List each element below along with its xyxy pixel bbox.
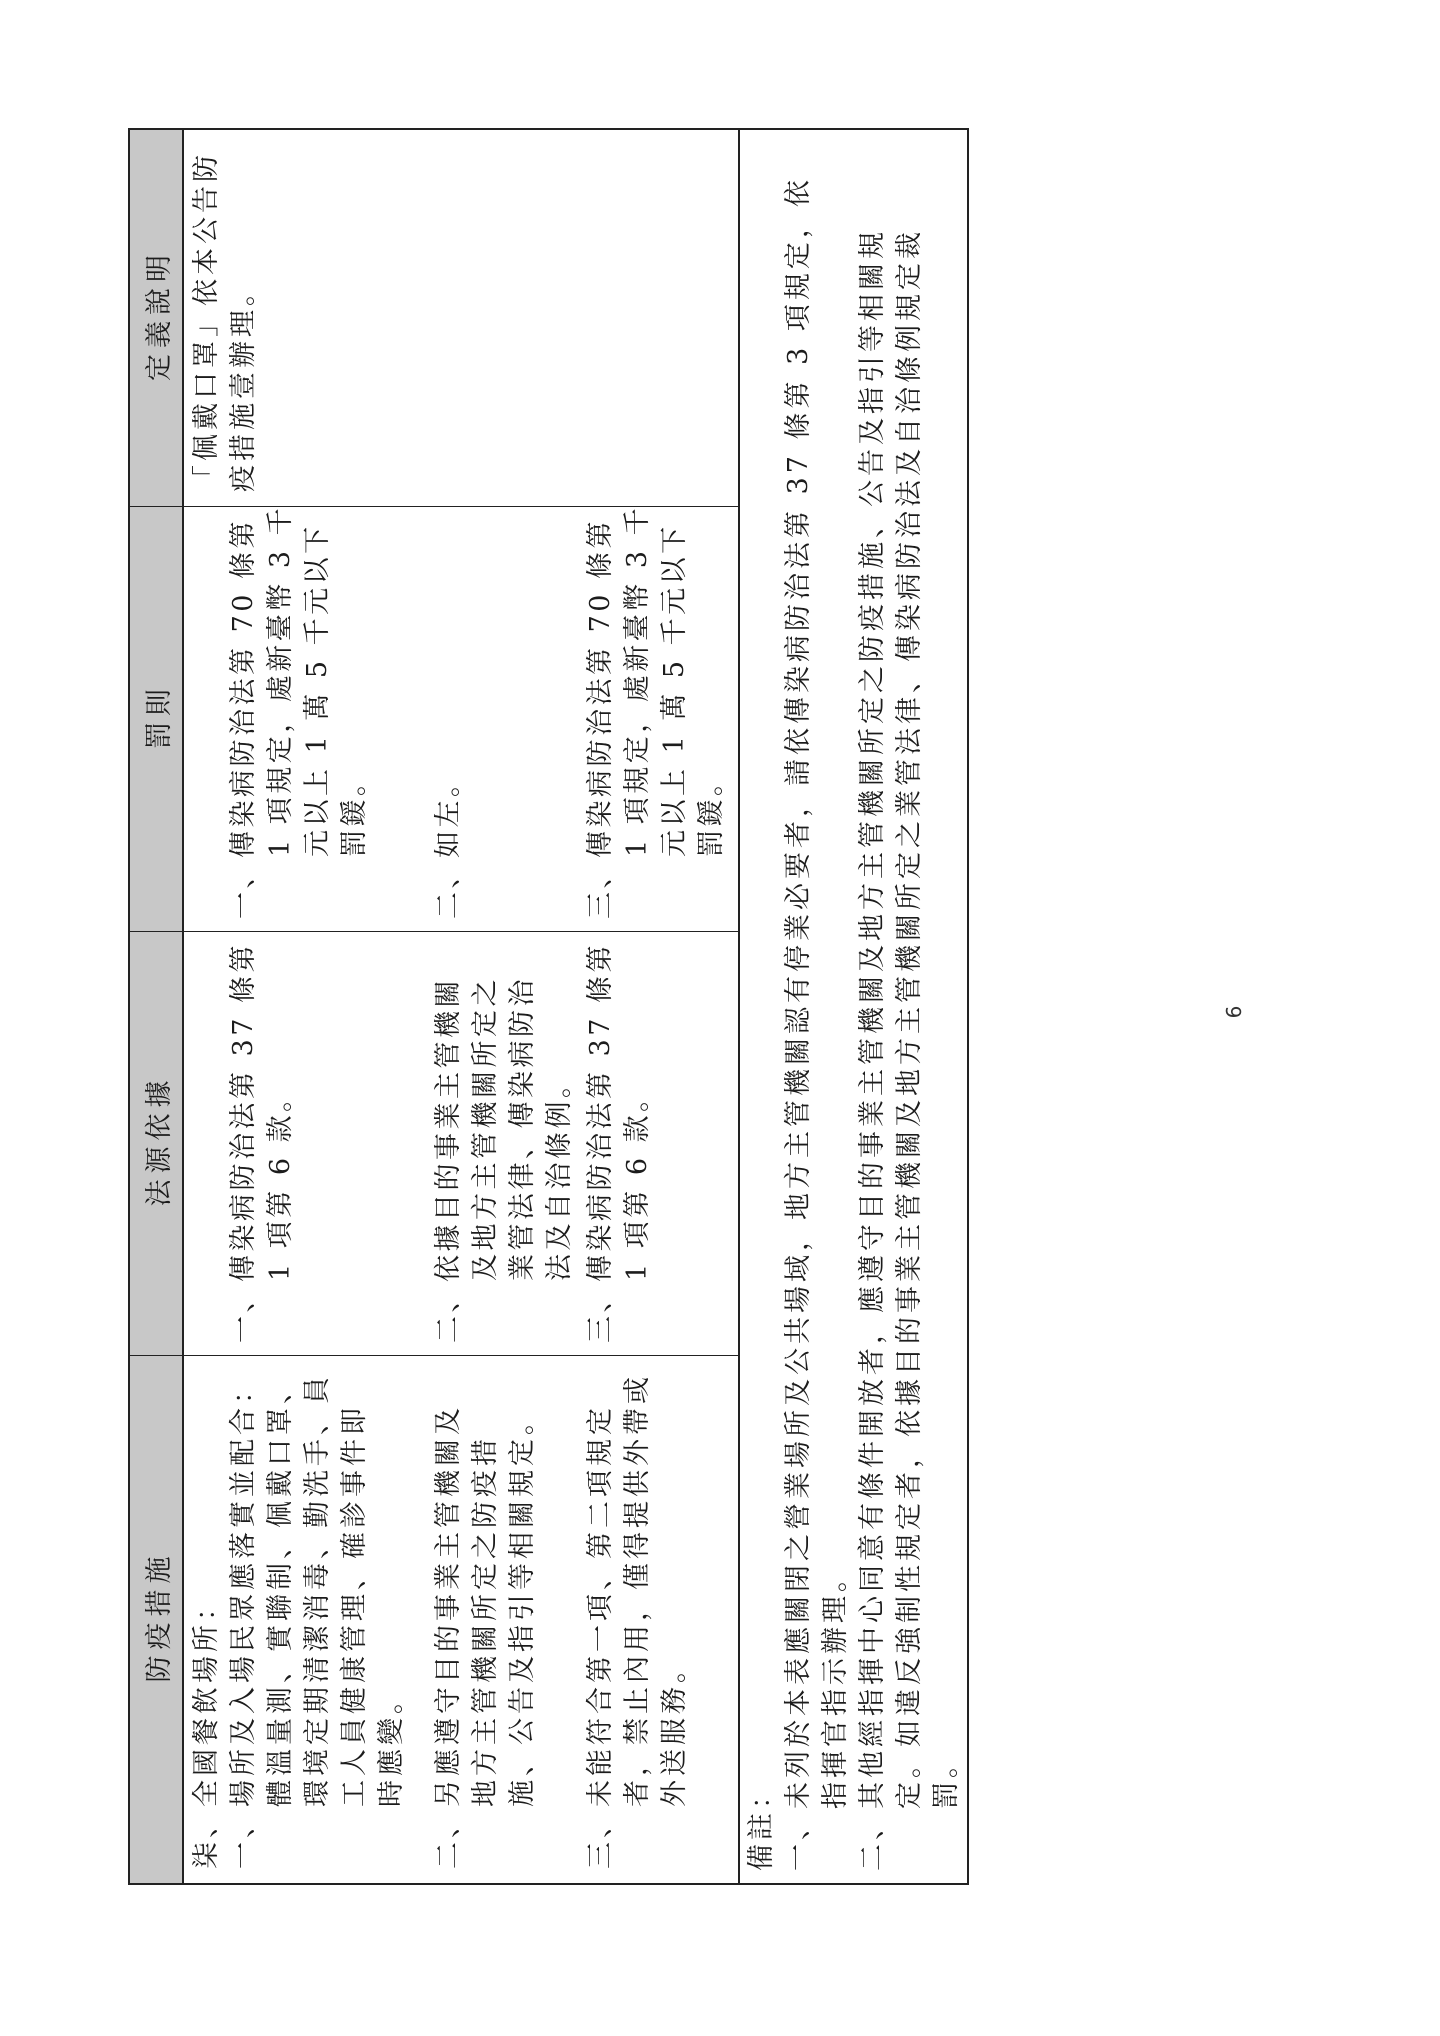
table-header-row [130, 130, 184, 1883]
text-line: 者，禁止內用，僅得提供外帶或 [622, 1373, 653, 1807]
note-line: 二、其他經指揮中心同意有條件開放者，應遵守目的事業主管機關及地方主管機關所定之防疫措施、公告及指引等相關規 [857, 228, 888, 1871]
notes-row [738, 130, 967, 1883]
note-line: 指揮官指示辦理。 [820, 1561, 851, 1809]
text-line: 1 項第 6 款。 [622, 1081, 653, 1281]
text-line: 罰鍰。 [696, 765, 727, 857]
measures-item-2 [410, 1355, 578, 1883]
text-line: 三、傳染病防治法第 70 條第 [585, 517, 616, 919]
text-line: 施、公告及指引等相關規定。 [507, 1404, 538, 1807]
measures-item-3 [578, 1355, 738, 1883]
text-line: 體溫量測、實聯制、佩戴口罩、 [265, 1373, 296, 1807]
definition-line: 「佩戴口罩」依本公告防 [191, 151, 222, 492]
legal-basis-item-2 [410, 931, 578, 1355]
definition-line: 疫措施壹辦理。 [228, 275, 259, 492]
text-line: 外送服務。 [659, 1652, 690, 1807]
text-line: 環境定期清潔消毒、勤洗手、員 [302, 1373, 333, 1807]
table-body-row [184, 130, 738, 1883]
note-line: 定。如違反強制性規定者，依據目的事業主管機關及地方主管機關所定之業管法律、傳染病防治法及自治條例規定裁 [894, 228, 925, 1809]
header-penalties: 罰則 [130, 506, 182, 931]
text-line: 1 項規定，處新臺幣 3 千 [622, 504, 653, 857]
definitions-cell [184, 130, 738, 506]
text-line: 法及自治條例。 [544, 1067, 575, 1281]
note-line: 罰。 [931, 1747, 962, 1809]
header-measures: 防疫措施 [130, 1355, 182, 1883]
legal-basis-lead-cell [184, 931, 225, 1355]
penalties-item-2 [410, 506, 578, 931]
measures-lead: 柒、全國餐飲場所： [191, 1590, 222, 1869]
text-line: 1 項規定，處新臺幣 3 千 [265, 504, 296, 857]
text-line: 一、傳染病防治法第 37 條第 [228, 941, 259, 1343]
text-line: 元以上 1 萬 5 千元以下 [302, 523, 333, 857]
text-line: 一、場所及入場民眾應落實並配合： [228, 1373, 259, 1869]
text-line: 二、另應遵守目的事業主管機關及 [433, 1404, 464, 1869]
page-number: 6 [1222, 1005, 1246, 1019]
text-line: 二、如左。 [433, 766, 464, 919]
penalties-item-1 [225, 506, 410, 931]
text-line: 二、依據目的事業主管機關 [433, 977, 464, 1343]
epidemic-prevention-table [128, 128, 969, 1885]
text-line: 及地方主管機關所定之 [470, 976, 501, 1281]
penalties-item-3 [578, 506, 738, 931]
text-line: 1 項第 6 款。 [265, 1081, 296, 1281]
text-line: 工人員健康管理、確診事件即 [339, 1404, 370, 1807]
header-definitions: 定義說明 [143, 249, 175, 381]
text-line: 業管法律、傳染病防治 [507, 976, 538, 1281]
text-line: 三、傳染病防治法第 37 條第 [585, 941, 616, 1343]
text-line: 三、未能符合第一項、第二項規定 [585, 1404, 616, 1869]
measures-lead-cell [184, 1355, 225, 1883]
measures-item-1 [225, 1355, 410, 1883]
text-line: 一、傳染病防治法第 70 條第 [228, 517, 259, 919]
penalties-lead-cell [184, 506, 225, 931]
text-line: 時應變。 [376, 1683, 407, 1807]
legal-basis-item-1 [225, 931, 410, 1355]
text-line: 地方主管機關所定之防疫措 [470, 1435, 501, 1807]
note-line: 一、未列於本表應關閉之營業場所及公共場域，地方主管機關認有停業必要者，請依傳染病防治法第 37 條第 3 項規定，依 [783, 176, 814, 1871]
text-line: 元以上 1 萬 5 千元以下 [659, 523, 690, 857]
legal-basis-item-3 [578, 931, 738, 1355]
header-legal-basis: 法源依據 [130, 931, 182, 1355]
text-line: 罰鍰。 [339, 765, 370, 857]
notes-label: 備註： [746, 1778, 777, 1871]
